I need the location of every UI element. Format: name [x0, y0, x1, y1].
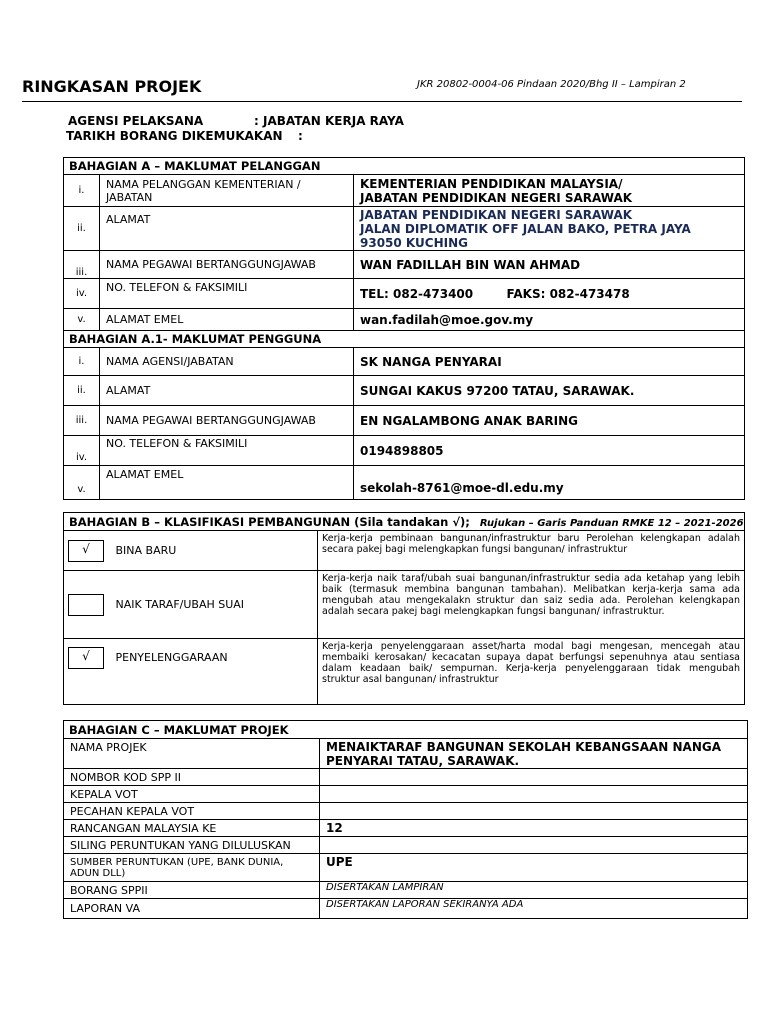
field-label: NO. TELEFON & FAKSIMILI — [100, 436, 354, 466]
section-a-title: BAHAGIAN A – MAKLUMAT PELANGGAN — [64, 158, 745, 175]
classification-label: PENYELENGGARAAN — [115, 651, 228, 664]
checkbox-bina-baru[interactable]: √ — [68, 540, 104, 562]
classification-description: Kerja-kerja pembinaan bangunan/infrastruktur baru Perolehan kelengkapan adalah secara pakej bagi melengkapkan fungsi bangunan/ infrastruktur — [318, 531, 745, 571]
classification-description: Kerja-kerja naik taraf/ubah suai bangunan/infrastruktur sedia ada ketahap yang lebih baik (termasuk membina bangunan tambahan). Melibatkan kerja-kerja sama ada mengubah atau mengekalakn struktur dan saiz sedia ada. Perolehan kelengkapan adalah secara pakej bagi melengkapkan fungsi bangunan/ infrastruktur. — [318, 571, 745, 639]
section-a-table — [63, 157, 745, 500]
project-field-label: LAPORAN VA — [64, 899, 320, 919]
form-reference: JKR 20802-0004-06 Pindaan 2020/Bhg II – Lampiran 2 — [417, 79, 686, 90]
page-title: RINGKASAN PROJEK — [22, 77, 202, 96]
section-a1-title: BAHAGIAN A.1- MAKLUMAT PENGGUNA — [64, 331, 745, 348]
row-number: v. — [64, 466, 100, 500]
header-divider — [22, 101, 742, 102]
project-field-label: NOMBOR KOD SPP II — [64, 769, 320, 786]
field-value: JABATAN PENDIDIKAN NEGERI SARAWAK JALAN DIPLOMATIK OFF JALAN BAKO, PETRA JAYA 93050 KUCHING — [354, 207, 745, 251]
classification-naik-taraf[interactable] — [64, 571, 318, 639]
project-field-value: UPE — [320, 854, 748, 882]
field-value: sekolah-8761@moe-dl.edu.my — [354, 466, 745, 500]
project-field-label: SUMBER PERUNTUKAN (UPE, BANK DUNIA, ADUN DLL) — [64, 854, 320, 882]
project-field-label: PECAHAN KEPALA VOT — [64, 803, 320, 820]
field-value: WAN FADILLAH BIN WAN AHMAD — [354, 251, 745, 279]
field-value: TEL: 082-473400 FAKS: 082-473478 — [354, 279, 745, 309]
field-label: NAMA PELANGGAN KEMENTERIAN / JABATAN — [100, 175, 354, 207]
row-number: iv. — [64, 436, 100, 466]
field-label: NAMA PEGAWAI BERTANGGUNGJAWAB — [100, 406, 354, 436]
project-field-value — [320, 803, 748, 820]
row-number: iii. — [64, 251, 100, 279]
project-field-label: BORANG SPPII — [64, 882, 320, 899]
date-value: : — [298, 129, 303, 143]
field-label: NAMA PEGAWAI BERTANGGUNGJAWAB — [100, 251, 354, 279]
classification-penyelenggaraan[interactable] — [64, 639, 318, 705]
field-label: ALAMAT EMEL — [100, 466, 354, 500]
classification-description: Kerja-kerja penyelenggaraan asset/harta modal bagi mengesan, mencegah atau membaiki kerosakan/ kecacatan supaya dapat berfungsi sepenuhnya atau sentiasa dalam keadaan baik/ sempurnan. Kerja-kerja penyelenggaraan tidak mengubah struktur asal bangunan/ infrastruktur — [318, 639, 745, 705]
project-field-label: SILING PERUNTUKAN YANG DILULUSKAN — [64, 837, 320, 854]
field-value: SUNGAI KAKUS 97200 TATAU, SARAWAK. — [354, 376, 745, 406]
section-c-title: BAHAGIAN C – MAKLUMAT PROJEK — [64, 721, 748, 739]
classification-label: NAIK TARAF/UBAH SUAI — [115, 597, 245, 611]
row-number: iv. — [64, 279, 100, 309]
field-label: ALAMAT — [100, 376, 354, 406]
agency-block — [68, 114, 404, 144]
row-number: ii. — [64, 376, 100, 406]
project-field-value: DISERTAKAN LAMPIRAN — [320, 882, 748, 899]
field-label: ALAMAT EMEL — [100, 309, 354, 331]
field-value: wan.fadilah@moe.gov.my — [354, 309, 745, 331]
field-label: NAMA AGENSI/JABATAN — [100, 348, 354, 376]
project-field-label: KEPALA VOT — [64, 786, 320, 803]
project-field-value — [320, 786, 748, 803]
row-number: i. — [64, 175, 100, 207]
classification-label: BINA BARU — [115, 543, 177, 557]
classification-bina-baru[interactable] — [64, 531, 318, 571]
section-b-header — [64, 513, 745, 531]
date-label: TARIKH BORANG DIKEMUKAKAN — [66, 129, 283, 143]
project-field-label: RANCANGAN MALAYSIA KE — [64, 820, 320, 837]
row-number: iii. — [64, 406, 100, 436]
project-field-value: 12 — [320, 820, 748, 837]
project-field-value: DISERTAKAN LAPORAN SEKIRANYA ADA — [320, 899, 748, 919]
checkbox-penyelenggaraan[interactable]: √ — [68, 647, 104, 669]
field-label: ALAMAT — [100, 207, 354, 251]
field-value: EN NGALAMBONG ANAK BARING — [354, 406, 745, 436]
field-label: NO. TELEFON & FAKSIMILI — [100, 279, 354, 309]
field-value: 0194898805 — [354, 436, 745, 466]
agency-value: : JABATAN KERJA RAYA — [254, 114, 404, 128]
project-field-value — [320, 769, 748, 786]
agency-label: AGENSI PELAKSANA — [68, 114, 204, 128]
field-value: SK NANGA PENYARAI — [354, 348, 745, 376]
section-b-title: BAHAGIAN B – KLASIFIKASI PEMBANGUNAN (Sila tandakan √); — [69, 514, 470, 529]
checkbox-naik-taraf[interactable] — [68, 594, 104, 616]
section-b-reference: Rujukan – Garis Panduan RMKE 12 – 2021-2026 — [479, 517, 744, 529]
project-field-value: MENAIKTARAF BANGUNAN SEKOLAH KEBANGSAAN NANGA PENYARAI TATAU, SARAWAK. — [320, 739, 748, 769]
row-number: ii. — [64, 207, 100, 251]
section-c-table — [63, 720, 748, 919]
field-value: KEMENTERIAN PENDIDIKAN MALAYSIA/ JABATAN PENDIDIKAN NEGERI SARAWAK — [354, 175, 745, 207]
project-field-value — [320, 837, 748, 854]
section-b-table — [63, 512, 745, 705]
row-number: i. — [64, 348, 100, 376]
project-field-label: NAMA PROJEK — [64, 739, 320, 769]
row-number: v. — [64, 309, 100, 331]
